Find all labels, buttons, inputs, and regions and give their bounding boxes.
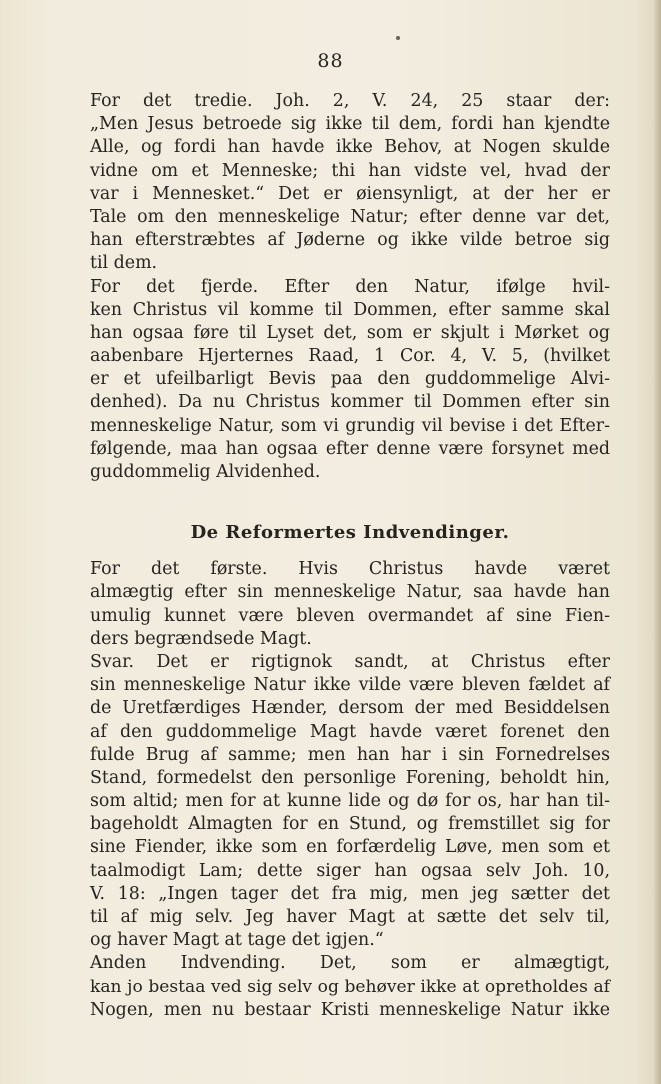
text-line: er et ufeilbarligt Bevis paa den guddommelige Alvi- <box>90 369 610 390</box>
text-line: ken Christus vil komme til Dommen, efter samme skal <box>90 299 610 320</box>
text-line: „Men Jesus betroede sig ikke til dem, fordi han kjendte <box>90 114 610 135</box>
text-line: følgende, maa han ogsaa efter denne være forsynet med <box>90 438 610 459</box>
text-line: guddommelig Alvidenhed. <box>90 462 321 482</box>
text-line: som altid; men for at kunne lide og dø for os, har han til- <box>90 791 610 812</box>
text-line: taalmodigt Lam; dette siger han ogsaa selv Joh. 10, <box>90 860 610 881</box>
text-line: Tale om den menneskelige Natur; efter denne var det, <box>90 206 610 227</box>
text-line: For det tredie. Joh. 2, V. 24, 25 staar der: <box>90 91 610 111</box>
text-line: umulig kunnet være bleven overmandet af sine Fien- <box>90 605 610 626</box>
text-line: var i Mennesket.“ Det er øiensynligt, at der her er <box>90 183 610 204</box>
section-gap <box>90 484 610 518</box>
section-heading: De Reformertes Indvendinger. <box>190 522 510 544</box>
text-line: Anden Indvending. Det, som er almægtigt, <box>90 953 610 974</box>
text-line: aabenbare Hjerternes Raad, 1 Cor. 4, V. 5, (hvilket <box>90 346 610 367</box>
text-line: menneskelige Natur, som vi grundig vil bevise i det Efter- <box>90 415 610 436</box>
text-line: vidne om et Menneske; thi han vidste vel, hvad der <box>90 160 610 181</box>
page-edge-shadow <box>653 0 661 1084</box>
text-line: Alle, og fordi han havde ikke Behov, at Nogen skulde <box>90 137 610 158</box>
text-line: til dem. <box>90 253 158 274</box>
text-line: For det første. Hvis Christus havde været <box>90 559 610 580</box>
text-line: til af mig selv. Jeg haver Magt at sætte det selv til, <box>90 907 610 927</box>
text-line: af den guddommelige Magt havde været forenet den <box>90 721 610 742</box>
text-line: Stand, formedelst den personlige Forening, beholdt hin, <box>90 767 610 788</box>
text-line: han efterstræbtes af Jøderne og ikke vilde betroe sig <box>90 230 610 251</box>
text-line: sin menneskelige Natur ikke vilde være bleven fældet af <box>90 675 610 696</box>
text-line: V. 18: „Ingen tager det fra mig, men jeg sætter det <box>90 883 610 904</box>
text-line: Nogen, men nu bestaar Kristi menneskelige Natur ikke <box>90 999 610 1020</box>
text-line: de Uretfærdiges Hænder, dersom der med Besiddelsen <box>90 698 610 719</box>
text-line: og haver Magt at tage det igjen.“ <box>90 930 384 951</box>
text-line: ders begrændsede Magt. <box>90 628 312 649</box>
text-line: han ogsaa føre til Lyset det, som er skjult i Mørket og <box>90 322 610 343</box>
text-line: sine Fiender, ikke som en forfærdelig Løve, men som et <box>90 837 610 858</box>
page-number: 88 <box>317 50 344 72</box>
text-line: Svar. Det er rigtignok sandt, at Christus efter <box>90 651 610 672</box>
body-text <box>90 90 610 1022</box>
text-line: kan jo bestaa ved sig selv og behøver ikke at opretholdes af <box>90 976 610 997</box>
text-line: fulde Brug af samme; men han har i sin Fornedrelses <box>90 744 610 765</box>
text-line: almægtig efter sin menneskelige Natur, saa havde han <box>90 582 610 603</box>
text-line: For det fjerde. Efter den Natur, ifølge hvil- <box>90 276 610 297</box>
text-line: bageholdt Almagten for en Stund, og fremstillet sig for <box>90 814 610 835</box>
text-line: denhed). Da nu Christus kommer til Dommen efter sin <box>90 392 610 413</box>
ink-speck <box>396 36 400 40</box>
